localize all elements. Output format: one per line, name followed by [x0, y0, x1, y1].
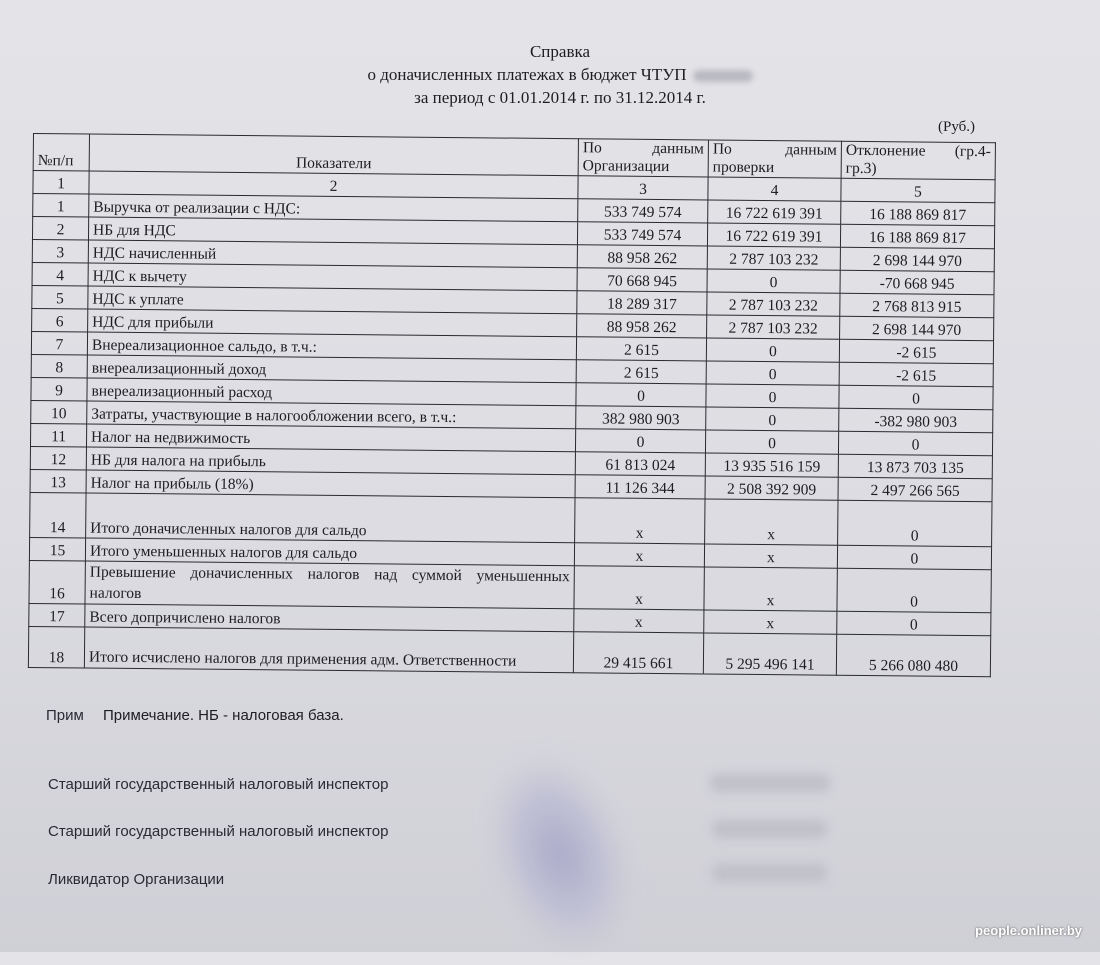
header-audit: По данным проверки: [708, 140, 841, 178]
row-deviation-value: 0: [838, 431, 992, 455]
document-period: за период с 01.01.2014 г. по 31.12.2014 г.: [414, 88, 706, 107]
row-number: 6: [32, 308, 88, 332]
row-audit-value: 2 787 103 232: [707, 292, 840, 316]
document-subtitle: о доначисленных платежах в бюджет ЧТУП: [367, 65, 687, 84]
row-deviation-value: 0: [837, 611, 991, 635]
row-audit-value: 16 722 619 391: [708, 200, 841, 224]
redacted-company-name: [693, 70, 753, 82]
row-number: 16: [29, 560, 85, 604]
row-label: НБ для налога на прибыль: [86, 447, 575, 475]
document-subtitle-line: [300, 63, 820, 86]
row-number: 4: [32, 262, 88, 286]
row-audit-value: 2 508 392 909: [705, 476, 838, 500]
row-org-value: 2 615: [576, 360, 706, 384]
row-deviation-value: 0: [839, 385, 993, 409]
row-deviation-value: -70 668 945: [840, 270, 994, 294]
document-title: Справка: [529, 42, 591, 61]
row-org-value: 88 958 262: [577, 245, 707, 269]
column-number: 3: [578, 176, 708, 200]
row-label: Всего допричислено налогов: [85, 604, 574, 632]
header-deviation: Отклонение (гр.4-гр.3): [841, 141, 995, 179]
row-label: Затраты, участвующие в налогообложении всего, в т.ч.:: [87, 401, 576, 429]
row-audit-value: 2 787 103 232: [707, 315, 840, 339]
row-label: Превышение доначисленных налогов над суммой уменьшенных налогов: [85, 561, 574, 609]
row-deviation-value: 2 698 144 970: [840, 247, 994, 271]
row-audit-value: 0: [706, 384, 839, 408]
report-table: [28, 133, 996, 677]
column-number: 5: [841, 178, 995, 202]
row-audit-value: 16 722 619 391: [707, 223, 840, 247]
row-org-value: 0: [576, 383, 706, 407]
row-audit-value: 0: [706, 407, 839, 431]
row-deviation-value: 0: [837, 545, 991, 569]
row-deviation-value: 16 188 869 817: [840, 224, 994, 248]
row-number: 7: [31, 331, 87, 355]
document-header: [300, 40, 820, 109]
row-org-value: 2 615: [576, 337, 706, 361]
row-org-value: 0: [575, 429, 705, 453]
row-number: 11: [30, 423, 86, 447]
row-label: НДС начисленный: [88, 240, 577, 268]
row-org-value: 61 813 024: [575, 452, 705, 476]
row-number: 12: [30, 446, 86, 470]
row-deviation-value: 0: [838, 500, 992, 546]
signature-line-liquidator: Ликвидатор Организации: [48, 871, 225, 888]
row-org-value: 533 749 574: [577, 222, 707, 246]
row-org-value: x: [574, 543, 704, 567]
redacted-name-3: [712, 864, 827, 882]
redacted-name-1: [710, 774, 830, 792]
row-audit-value: x: [705, 499, 838, 545]
watermark: people.onliner.by: [975, 923, 1082, 938]
row-org-value: 18 289 317: [577, 291, 707, 315]
row-audit-value: 0: [705, 430, 838, 454]
row-deviation-value: -2 615: [839, 339, 993, 363]
row-org-value: 382 980 903: [576, 406, 706, 430]
row-label: НДС для прибыли: [88, 309, 577, 337]
row-deviation-value: -2 615: [839, 362, 993, 386]
row-label: Итого доначисленных налогов для сальдо: [86, 493, 575, 543]
currency-label: (Руб.): [938, 119, 976, 135]
table-row: [28, 626, 990, 676]
row-number: 14: [30, 492, 86, 538]
table-body: [28, 194, 995, 677]
row-number: 10: [31, 400, 87, 424]
row-org-value: x: [574, 609, 704, 633]
row-audit-value: 13 935 516 159: [705, 453, 838, 477]
row-audit-value: 0: [706, 338, 839, 362]
row-number: 18: [28, 626, 84, 668]
row-org-value: x: [574, 566, 704, 610]
row-org-value: x: [575, 498, 705, 544]
row-deviation-value: 2 768 813 915: [840, 293, 994, 317]
row-audit-value: x: [704, 544, 837, 568]
signature-line-inspector-1: Старший государственный налоговый инспектор: [48, 776, 389, 793]
row-number: 15: [29, 537, 85, 561]
row-audit-value: x: [704, 610, 837, 634]
row-label: Итого уменьшенных налогов для сальдо: [85, 538, 574, 566]
row-number: 1: [33, 194, 89, 218]
row-deviation-value: 16 188 869 817: [841, 201, 995, 225]
column-number: 1: [33, 171, 89, 195]
row-audit-value: 0: [706, 361, 839, 385]
row-deviation-value: 13 873 703 135: [838, 454, 992, 478]
row-label: внереализационный расход: [87, 378, 576, 406]
row-audit-value: 0: [707, 269, 840, 293]
row-number: 3: [32, 239, 88, 263]
row-deviation-value: -382 980 903: [839, 408, 993, 432]
row-number: 5: [32, 285, 88, 309]
row-number: 17: [29, 603, 85, 627]
row-org-value: 88 958 262: [577, 314, 707, 338]
row-deviation-value: 0: [837, 568, 991, 612]
row-number: 2: [32, 217, 88, 241]
note: Примечание. НБ - налоговая база.: [103, 707, 344, 724]
signature-scribble: [471, 745, 649, 965]
row-label: НБ для НДС: [88, 217, 577, 245]
row-audit-value: x: [704, 567, 837, 611]
signature-line-inspector-2: Старший государственный налоговый инспектор: [48, 823, 389, 840]
row-label: Внереализационное сальдо, в т.ч.:: [87, 332, 576, 360]
row-org-value: 29 415 661: [573, 632, 703, 674]
row-org-value: 533 749 574: [578, 199, 708, 223]
header-org: По данным Организации: [578, 139, 708, 177]
row-deviation-value: 2 497 266 565: [838, 477, 992, 501]
row-audit-value: 5 295 496 141: [703, 633, 836, 675]
row-number: 13: [30, 469, 86, 493]
row-label: Итого исчислено налогов для применения адм. Ответственности: [84, 627, 573, 673]
row-org-value: 11 126 344: [575, 475, 705, 499]
row-label: НДС к уплате: [88, 286, 577, 314]
header-num: №п/п: [33, 134, 89, 172]
row-number: 8: [31, 354, 87, 378]
note-overlap: Прим: [46, 707, 84, 724]
row-label: Налог на недвижимость: [86, 424, 575, 452]
row-deviation-value: 5 266 080 480: [836, 634, 990, 676]
redacted-name-2: [712, 820, 827, 838]
row-label: внереализационный доход: [87, 355, 576, 383]
row-audit-value: 2 787 103 232: [707, 246, 840, 270]
row-org-value: 70 668 945: [577, 268, 707, 292]
row-deviation-value: 2 698 144 970: [840, 316, 994, 340]
row-label: Налог на прибыль (18%): [86, 470, 575, 498]
column-number: 2: [89, 171, 578, 199]
row-label: Выручка от реализации с НДС:: [89, 194, 578, 222]
row-number: 9: [31, 377, 87, 401]
column-number: 4: [708, 177, 841, 201]
row-label: НДС к вычету: [88, 263, 577, 291]
header-indicator: Показатели: [89, 134, 578, 176]
